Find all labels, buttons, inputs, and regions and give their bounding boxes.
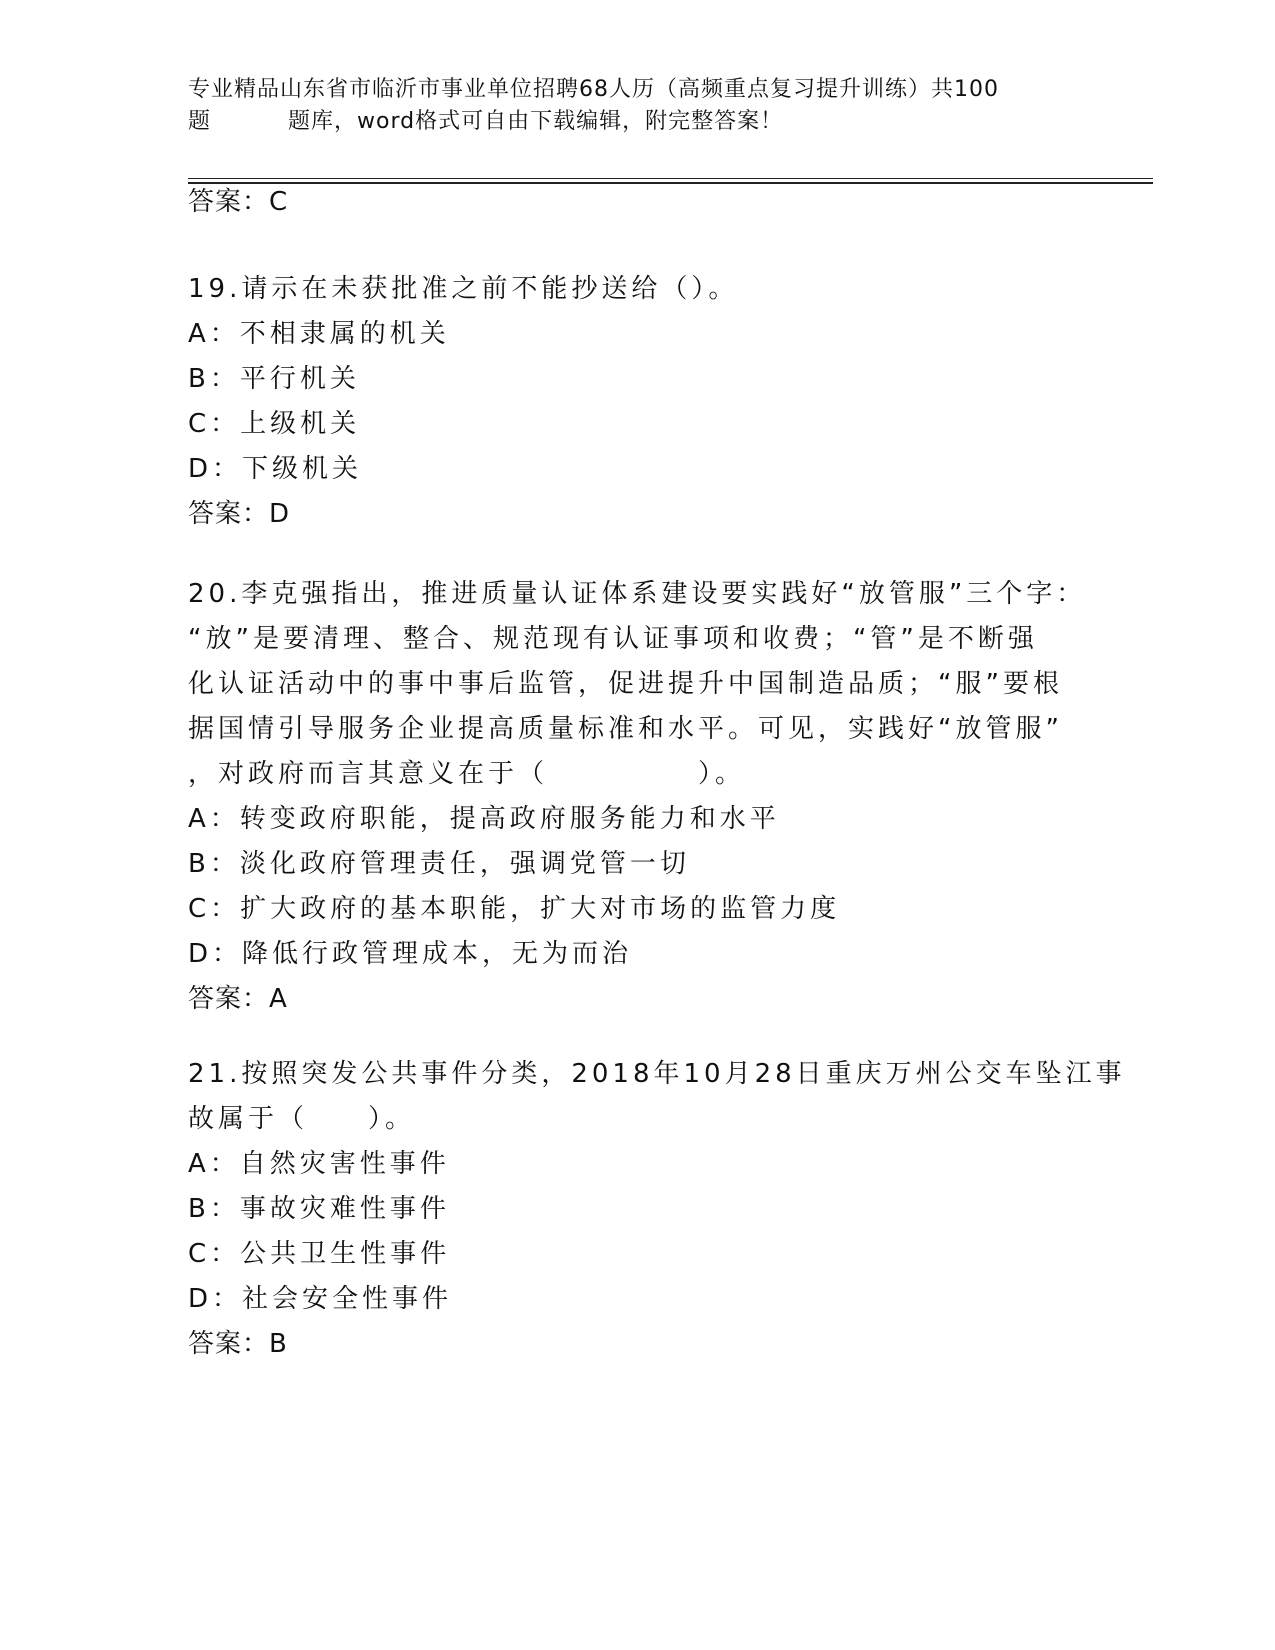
answer-label: 答案：B xyxy=(188,1329,288,1359)
question-text-line: 化认证活动中的事中事后监管，促进提升中国制造品质；“服”要根 xyxy=(188,669,1063,699)
header-title-line2-lead: 题 xyxy=(188,109,212,134)
answer-label: 答案：D xyxy=(188,499,291,529)
page-header xyxy=(188,74,1088,138)
question-text: 19.请示在未获批准之前不能抄送给（）。 xyxy=(188,274,739,304)
question-text-line: 21.按照突发公共事件分类，2018年10月28日重庆万州公交车坠江事 xyxy=(188,1059,1126,1089)
option-c: C：公共卫生性事件 xyxy=(188,1239,451,1269)
option-b: B：事故灾难性事件 xyxy=(188,1194,450,1224)
question-21 xyxy=(188,1052,1126,1367)
previous-answer-block xyxy=(188,180,1088,225)
answer-label: 答案：A xyxy=(188,984,288,1014)
question-text-line: 据国情引导服务企业提高质量标准和水平。可见，实践好“放管服” xyxy=(188,714,1063,744)
header-title-line1: 专业精品山东省市临沂市事业单位招聘68人历（高频重点复习提升训练）共100 xyxy=(188,77,999,102)
question-text-line: ，对政府而言其意义在于（ ）。 xyxy=(188,759,746,789)
question-text-line: 故属于（ ）。 xyxy=(188,1104,416,1134)
option-c: C：扩大政府的基本职能，扩大对市场的监管力度 xyxy=(188,894,841,924)
header-divider-thin xyxy=(188,178,1153,179)
option-a: A：自然灾害性事件 xyxy=(188,1149,450,1179)
option-b: B：淡化政府管理责任，强调党管一切 xyxy=(188,849,690,879)
question-19 xyxy=(188,267,1088,537)
question-20 xyxy=(188,572,1088,1022)
option-d: D：社会安全性事件 xyxy=(188,1284,453,1314)
option-d: D：下级机关 xyxy=(188,454,363,484)
option-b: B：平行机关 xyxy=(188,364,360,394)
header-title-line2-rest: 题库，word格式可自由下载编辑，附完整答案！ xyxy=(288,109,784,134)
question-text-line: 20.李克强指出，推进质量认证体系建设要实践好“放管服”三个字： xyxy=(188,579,1087,609)
option-a: A：不相隶属的机关 xyxy=(188,319,450,349)
question-text-line: “放”是要清理、整合、规范现有认证事项和收费；“管”是不断强 xyxy=(188,624,1038,654)
option-c: C：上级机关 xyxy=(188,409,361,439)
header-title-line2 xyxy=(188,106,1088,138)
option-a: A：转变政府职能，提高政府服务能力和水平 xyxy=(188,804,780,834)
answer-label: 答案：C xyxy=(188,187,289,217)
option-d: D：降低行政管理成本，无为而治 xyxy=(188,939,633,969)
